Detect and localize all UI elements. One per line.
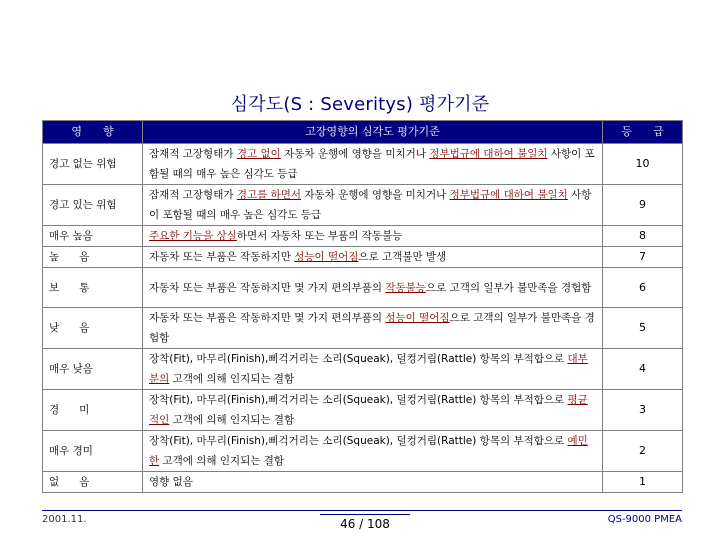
criteria-text: 사항이 포함될 때의 매우 높은 심각도 등급 — [149, 148, 595, 180]
table-header-row — [43, 121, 683, 144]
criteria-text: 장착(Fit), 마무리(Finish),삐걱거리는 소리(Squeak), 덜컹거림(Rattle) 항목의 부적합으로 — [149, 394, 568, 406]
criteria-text: 영향 없음 — [149, 476, 193, 488]
header-impact: 영 향 — [43, 121, 143, 144]
criteria-text: 자동차 운행에 영향을 미치거나 — [301, 189, 450, 201]
criteria-cell — [143, 431, 603, 472]
criteria-cell — [143, 472, 603, 493]
grade-cell: 2 — [603, 431, 683, 472]
impact-cell: 없 음 — [43, 472, 143, 493]
criteria-highlight: 평균적인 — [149, 394, 588, 426]
grade-cell: 7 — [603, 247, 683, 268]
criteria-text: 고객에 의해 인지되는 결함 — [169, 414, 295, 426]
impact-cell: 경고 있는 위험 — [43, 185, 143, 226]
criteria-cell — [143, 268, 603, 308]
criteria-cell — [143, 390, 603, 431]
table-row — [43, 185, 683, 226]
criteria-text: 고객에 의해 인지되는 결함 — [169, 373, 295, 385]
page-number: 46 / 108 — [320, 514, 410, 531]
criteria-highlight: 성능이 떨어짐 — [294, 251, 359, 263]
criteria-text: 장착(Fit), 마무리(Finish),삐걱거리는 소리(Squeak), 덜컹거림(Rattle) 항목의 부적합으로 — [149, 353, 568, 365]
footer-date: 2001.11. — [42, 514, 87, 525]
table-row — [43, 144, 683, 185]
table-body — [43, 144, 683, 493]
impact-cell: 경고 없는 위험 — [43, 144, 143, 185]
impact-cell: 높 음 — [43, 247, 143, 268]
criteria-text: 잠재적 고장형태가 — [149, 148, 237, 160]
table-row — [43, 268, 683, 308]
criteria-highlight: 정부법규에 대하여 불일치 — [429, 148, 548, 160]
header-grade: 등 급 — [603, 121, 683, 144]
table-row — [43, 390, 683, 431]
page-title: 심각도(S : Severitys) 평가기준 — [230, 94, 490, 115]
impact-cell: 매우 높음 — [43, 226, 143, 247]
criteria-cell — [143, 226, 603, 247]
criteria-cell — [143, 349, 603, 390]
impact-cell: 매우 낮음 — [43, 349, 143, 390]
grade-cell: 9 — [603, 185, 683, 226]
header-criteria: 고장영향의 심각도 평가기준 — [143, 121, 603, 144]
table-row — [43, 431, 683, 472]
grade-cell: 8 — [603, 226, 683, 247]
table-row — [43, 226, 683, 247]
grade-cell: 4 — [603, 349, 683, 390]
footer-doc-name: QS-9000 PMEA — [607, 514, 682, 525]
criteria-highlight: 작동불능 — [385, 281, 426, 294]
criteria-text: 자동차 운행에 영향을 미치거나 — [280, 148, 430, 160]
criteria-highlight: 예민한 — [149, 435, 588, 467]
table-row — [43, 472, 683, 493]
footer-divider — [42, 510, 682, 511]
criteria-cell — [143, 308, 603, 349]
table-row — [43, 247, 683, 268]
criteria-highlight: 대부분의 — [149, 353, 588, 385]
severity-table-container — [42, 120, 682, 493]
criteria-text: 자동차 또는 부품은 작동하지만 몇 가지 편의부품의 — [149, 281, 386, 294]
severity-table — [42, 120, 683, 493]
criteria-cell — [143, 247, 603, 268]
impact-cell: 보 통 — [43, 268, 143, 308]
criteria-text: 자동차 또는 부품은 작동하지만 몇 가지 편의부품의 — [149, 312, 386, 324]
criteria-highlight: 경고 없이 — [236, 148, 281, 160]
impact-cell: 매우 경미 — [43, 431, 143, 472]
criteria-text: 장착(Fit), 마무리(Finish),삐걱거리는 소리(Squeak), 덜컹거림(Rattle) 항목의 부적합으로 — [149, 435, 568, 447]
criteria-text: 고객에 의해 인지되는 결함 — [159, 455, 285, 467]
criteria-text: 하면서 자동차 또는 부품의 작동불능 — [236, 230, 403, 242]
criteria-text: 자동차 또는 부품은 작동하지만 — [149, 251, 295, 263]
criteria-cell — [143, 185, 603, 226]
criteria-highlight: 정부법규에 대하여 불일치 — [449, 189, 568, 201]
table-row — [43, 349, 683, 390]
grade-cell: 1 — [603, 472, 683, 493]
grade-cell: 5 — [603, 308, 683, 349]
impact-cell: 낮 음 — [43, 308, 143, 349]
criteria-text: 으로 고객불만 발생 — [358, 251, 447, 263]
criteria-highlight: 성능이 떨어짐 — [385, 312, 450, 324]
criteria-text: 사항이 포함될 때의 매우 높은 심각도 등급 — [149, 189, 592, 221]
grade-cell: 6 — [603, 268, 683, 308]
table-row — [43, 308, 683, 349]
criteria-text: 으로 고객의 일부가 불만족을 경험함 — [149, 312, 595, 344]
criteria-highlight: 경고를 하면서 — [236, 189, 302, 201]
grade-cell: 10 — [603, 144, 683, 185]
criteria-text: 으로 고객의 일부가 불만족을 경험함 — [425, 281, 592, 294]
impact-cell: 경 미 — [43, 390, 143, 431]
criteria-highlight: 주요한 기능을 상실 — [149, 230, 237, 242]
criteria-cell — [143, 144, 603, 185]
criteria-text: 잠재적 고장형태가 — [149, 189, 237, 201]
grade-cell: 3 — [603, 390, 683, 431]
